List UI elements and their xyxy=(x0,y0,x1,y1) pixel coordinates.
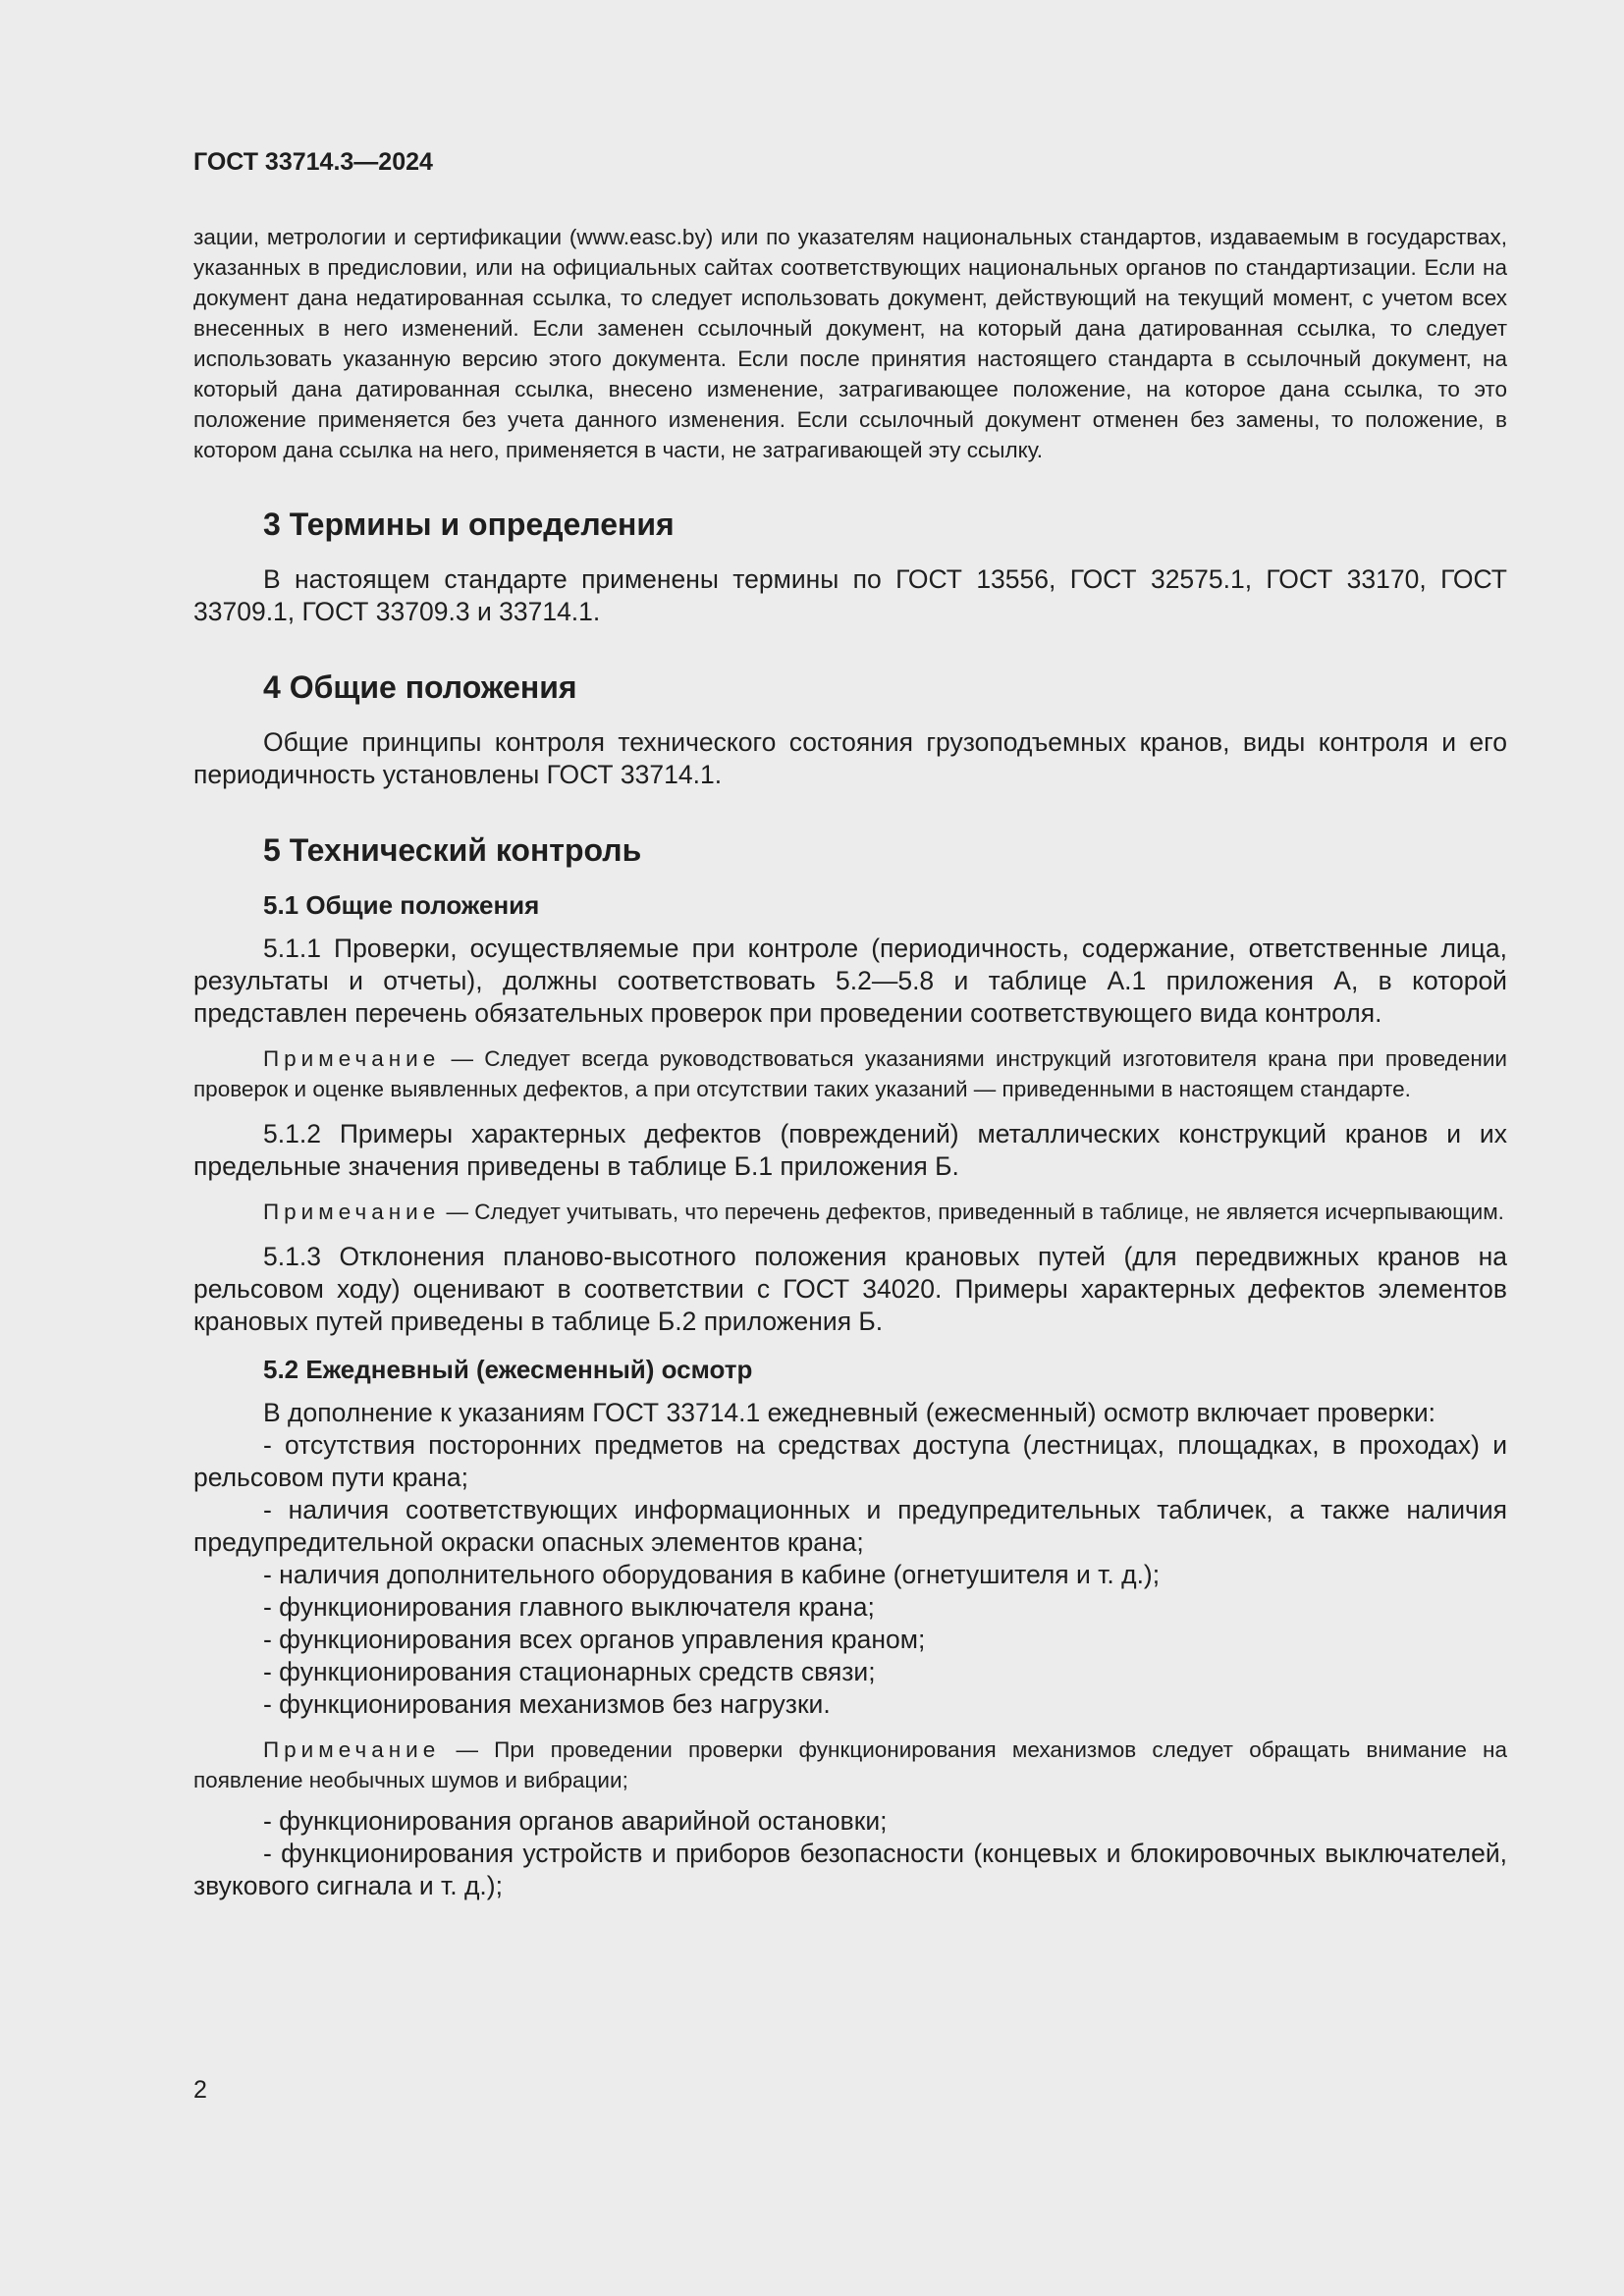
check-list-item: - наличия дополнительного оборудования в кабине (огнетушителя и т. д.); xyxy=(263,1560,1161,1589)
check-list-item: - наличия соответствующих информационных и предупредительных табличек, а также наличия предупредительной окраски опасных элементов крана; xyxy=(193,1495,1507,1557)
subsection-5-1-heading: 5.1 Общие положения xyxy=(263,890,540,920)
page-number: 2 xyxy=(193,2076,207,2104)
note-2-label: Примечание xyxy=(263,1200,441,1224)
clause-5-1-1: 5.1.1 Проверки, осуществляемые при контроле (периодичность, содержание, ответственные лица, результаты и отчеты), должны соответствовать 5.2—5.8 и таблице А.1 приложения А, в которой представлен перечень обязательных проверок при проведении соответствующего вида контроля. xyxy=(193,934,1507,1028)
check-list-item: - функционирования органов аварийной остановки; xyxy=(263,1806,888,1836)
clause-5-2-lead: В дополнение к указаниям ГОСТ 33714.1 ежедневный (ежесменный) осмотр включает проверки: xyxy=(263,1398,1436,1427)
check-list-item: - функционирования механизмов без нагрузки. xyxy=(263,1689,831,1719)
note-3-label: Примечание xyxy=(263,1737,441,1762)
note-3-text: — При проведении проверки функционирования механизмов следует обращать внимание на появление необычных шумов и вибрации; xyxy=(193,1737,1507,1792)
subsection-5-2-heading: 5.2 Ежедневный (ежесменный) осмотр xyxy=(263,1355,753,1384)
note-1 xyxy=(193,1043,1507,1104)
section-3-text: В настоящем стандарте применены термины по ГОСТ 13556, ГОСТ 32575.1, ГОСТ 33170, ГОСТ 33709.1, ГОСТ 33709.3 и 33714.1. xyxy=(193,564,1507,626)
check-list-item: - функционирования устройств и приборов безопасности (концевых и блокировочных выключателей, звукового сигнала и т. д.); xyxy=(193,1839,1507,1900)
note-1-text: — Следует всегда руководствоваться указаниями инструкций изготовителя крана при проведении проверок и оценке выявленных дефектов, а при отсутствии таких указаний — приведенными в настоящем стандарте. xyxy=(193,1046,1507,1101)
note-2 xyxy=(193,1197,1507,1227)
note-3 xyxy=(193,1735,1507,1795)
check-list-item: - отсутствия посторонних предметов на средствах доступа (лестницах, площадках, в проходах) и рельсовом пути крана; xyxy=(193,1430,1507,1492)
section-5-heading: 5 Технический контроль xyxy=(263,832,642,868)
intro-paragraph: зации, метрологии и сертификации (www.easc.by) или по указателям национальных стандартов, издаваемым в государствах, указанных в предисловии, или на официальных сайтах соответствующих национальных органов по стандартизации. Если на документ дана недатированная ссылка, то следует использовать документ, действующий на текущий момент, с учетом всех внесенных в него изменений. Если заменен ссылочный документ, на который дана датированная ссылка, то следует использовать указанную версию этого документа. Если после принятия настоящего стандарта в ссылочный документ, на который дана датированная ссылка, внесено изменение, затрагивающее положение, на которое дана ссылка, то это положение применяется без учета данного изменения. Если ссылочный документ отменен без замены, то положение, в котором дана ссылка на него, применяется в части, не затрагивающей эту ссылку. xyxy=(193,225,1507,462)
note-2-text: — Следует учитывать, что перечень дефектов, приведенный в таблице, не является исчерпывающим. xyxy=(440,1200,1504,1224)
check-list-item: - функционирования всех органов управления краном; xyxy=(263,1625,926,1654)
document-page xyxy=(193,147,1507,1902)
check-list-item: - функционирования стационарных средств связи; xyxy=(263,1657,876,1686)
section-4-heading: 4 Общие положения xyxy=(263,669,577,705)
document-code-header: ГОСТ 33714.3—2024 xyxy=(193,148,433,176)
note-1-label: Примечание xyxy=(263,1046,441,1071)
section-3-heading: 3 Термины и определения xyxy=(263,507,675,542)
section-4-text: Общие принципы контроля технического состояния грузоподъемных кранов, виды контроля и его периодичность установлены ГОСТ 33714.1. xyxy=(193,727,1507,789)
clause-5-1-3: 5.1.3 Отклонения планово-высотного положения крановых путей (для передвижных кранов на рельсовом ходу) оценивают в соответствии с ГОСТ 34020. Примеры характерных дефектов элементов крановых путей приведены в таблице Б.2 приложения Б. xyxy=(193,1242,1507,1336)
check-list-item: - функционирования главного выключателя крана; xyxy=(263,1592,875,1622)
clause-5-1-2: 5.1.2 Примеры характерных дефектов (повреждений) металлических конструкций кранов и их предельные значения приведены в таблице Б.1 приложения Б. xyxy=(193,1119,1507,1181)
